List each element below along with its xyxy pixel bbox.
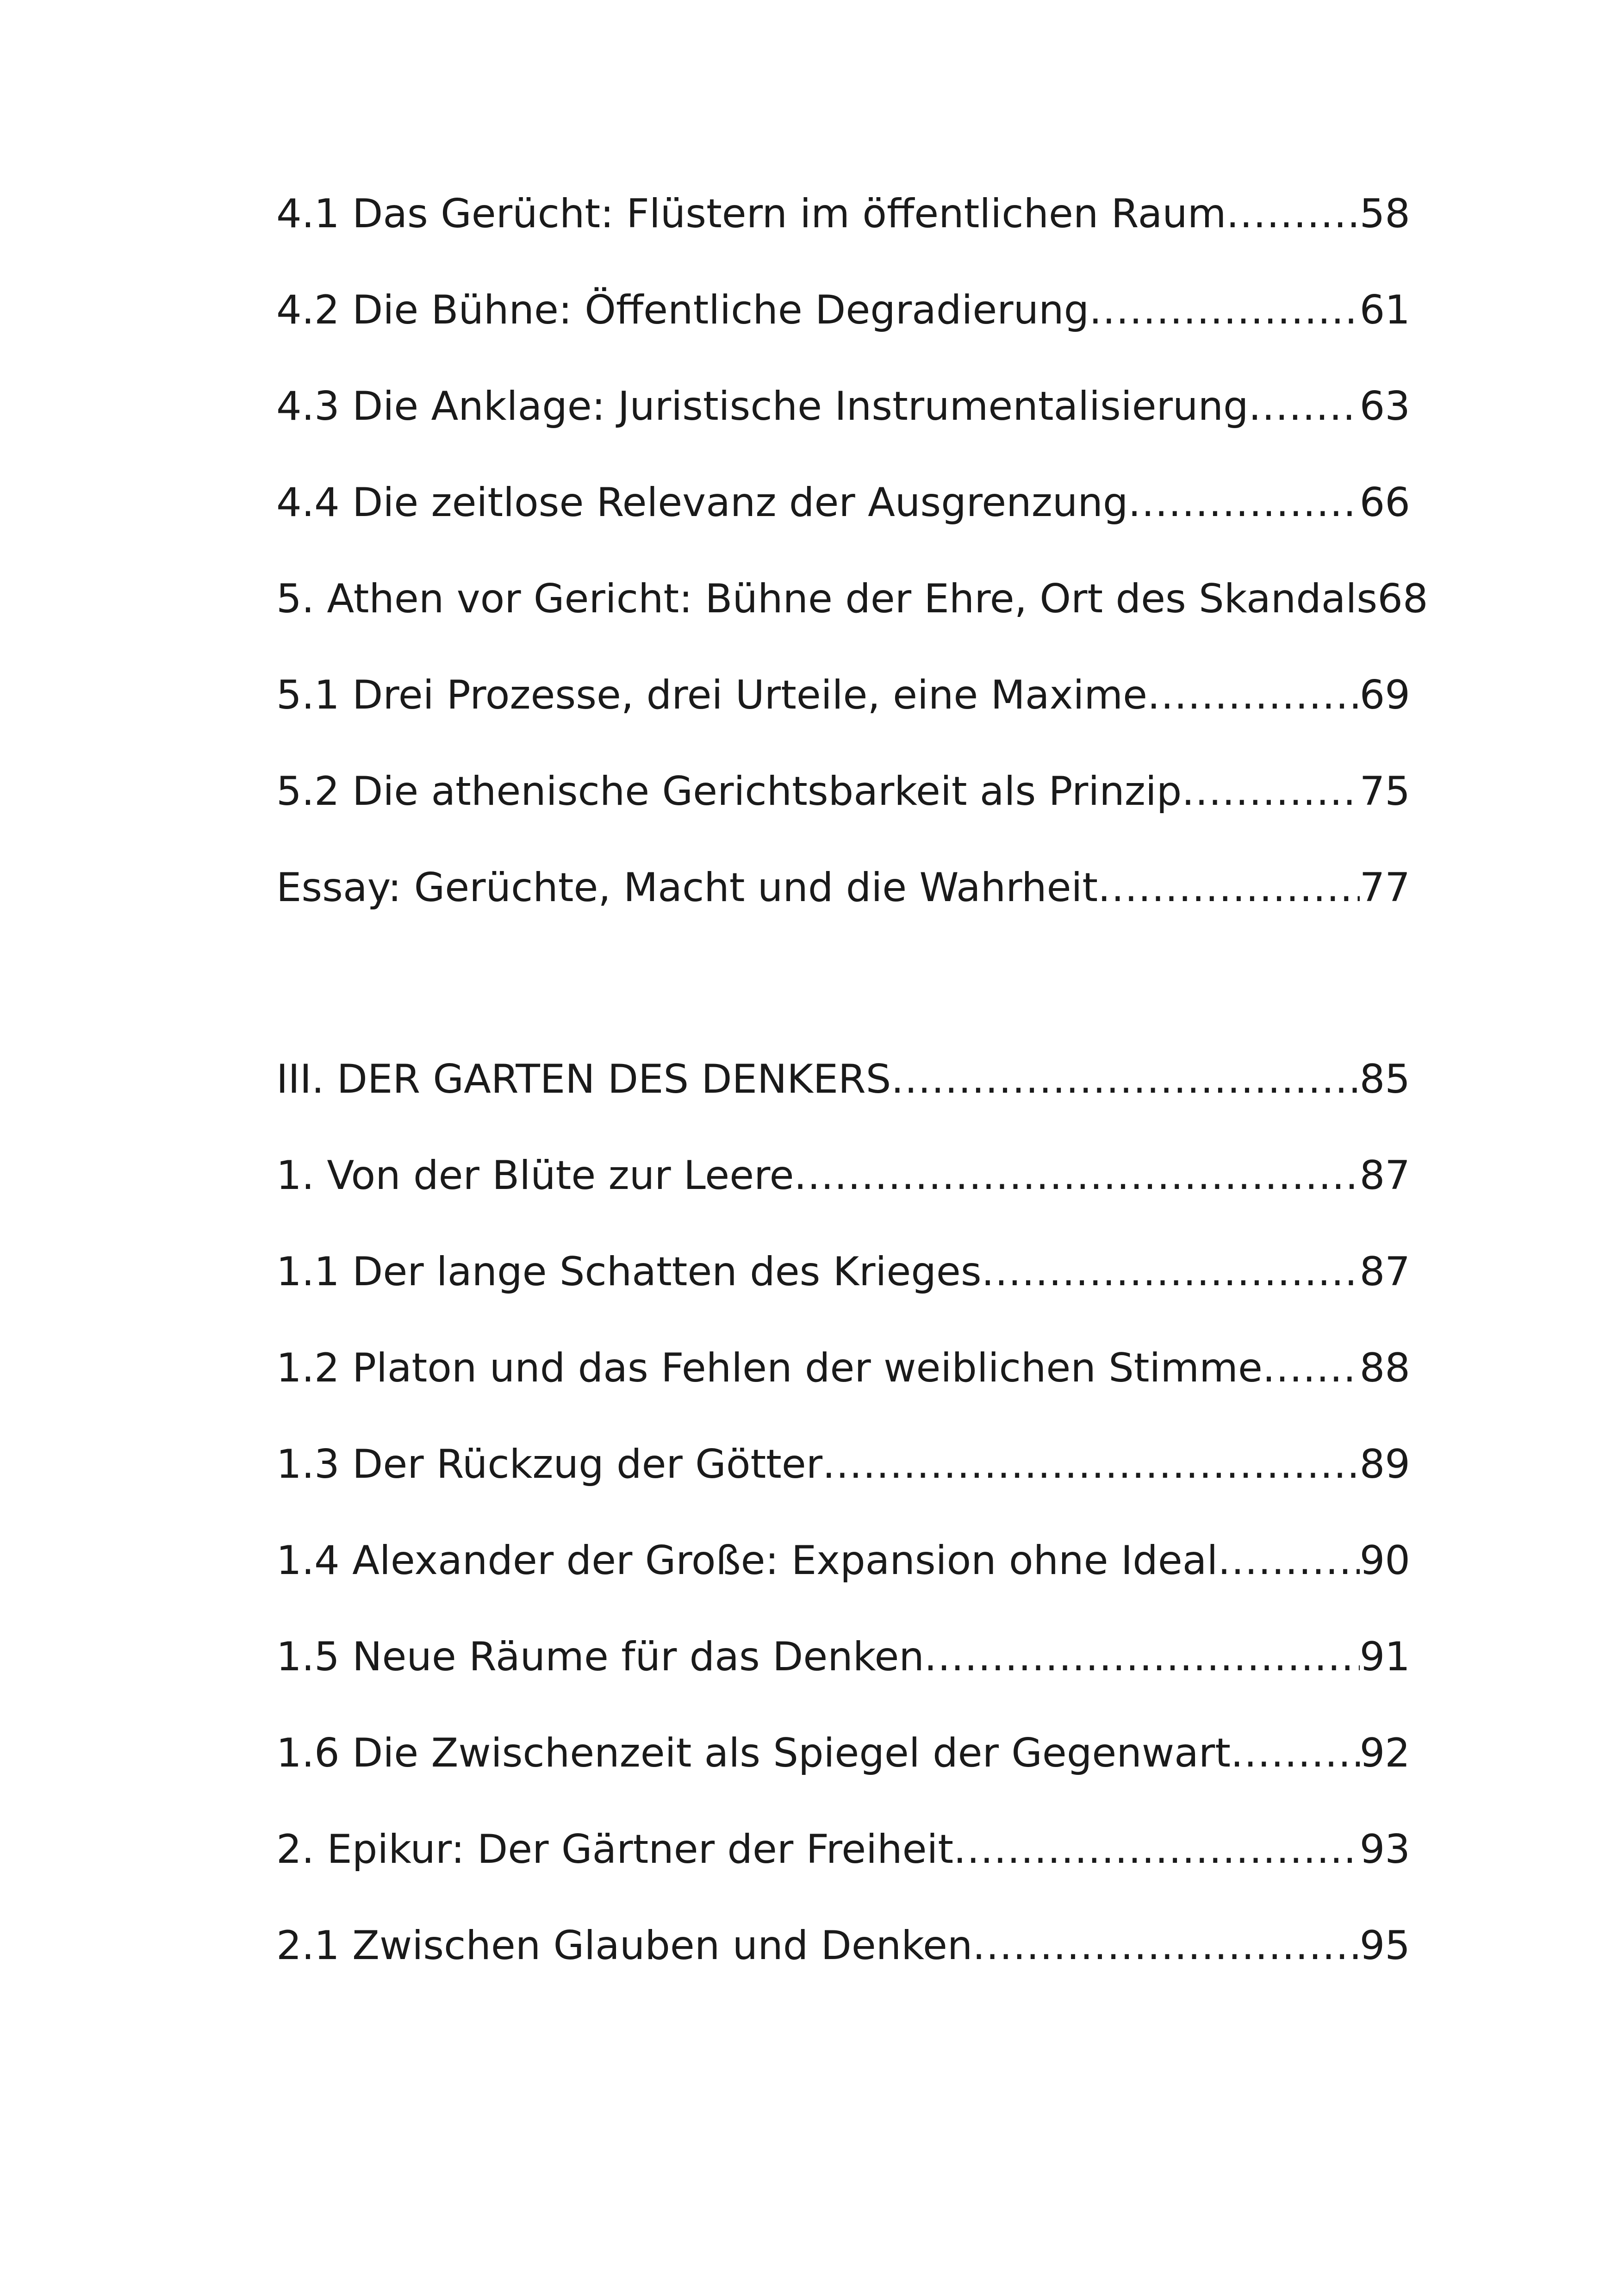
toc-dot-leader (1231, 1725, 1360, 1781)
toc-entry (276, 860, 1410, 956)
toc-entry-title: 1.3 Der Rückzug der Götter (276, 1441, 823, 1487)
toc-group-chapter-continuation (276, 186, 1428, 956)
toc-page-number: 63 (1359, 383, 1410, 429)
toc-entry (276, 1822, 1410, 1918)
toc-entry (276, 186, 1410, 282)
toc-group-part-three (276, 1052, 1410, 2014)
toc-page-number: 61 (1359, 287, 1410, 333)
toc-entry-title: III. DER GARTEN DES DENKERS (276, 1056, 891, 1102)
toc-dot-leader (1147, 667, 1360, 723)
toc-entry (276, 475, 1410, 571)
toc-page-number: 75 (1359, 768, 1410, 815)
toc-dot-leader (953, 1822, 1359, 1877)
toc-dot-leader (1128, 475, 1359, 530)
toc-entry-title: 1.6 Die Zwischenzeit als Spiegel der Gegenwart (276, 1730, 1231, 1776)
toc-dot-leader (924, 1629, 1360, 1685)
toc-entry (276, 282, 1410, 379)
toc-page-number: 88 (1359, 1345, 1410, 1391)
toc-dot-leader (1089, 282, 1359, 338)
toc-entry-title: 4.1 Das Gerücht: Flüstern im öffentlichen Raum (276, 191, 1226, 237)
toc-entry (276, 1918, 1410, 2014)
toc-entry (276, 667, 1410, 764)
toc-dot-leader (972, 1918, 1359, 1973)
toc-page-number: 93 (1359, 1826, 1410, 1873)
toc-page-number: 87 (1359, 1249, 1410, 1295)
toc-page-number: 89 (1359, 1441, 1410, 1487)
toc-page-number: 69 (1359, 672, 1410, 718)
toc-dot-leader (794, 1148, 1360, 1203)
toc-entry (276, 1052, 1410, 1148)
toc-entry (276, 379, 1410, 475)
toc-entry-title: 4.2 Die Bühne: Öffentliche Degradierung (276, 287, 1089, 333)
toc-page-number: 66 (1359, 479, 1410, 526)
toc-dot-leader (1226, 186, 1360, 242)
toc-entry (276, 1148, 1410, 1244)
toc-entry (276, 1725, 1410, 1822)
toc-entry (276, 1244, 1410, 1340)
toc-page-number: 90 (1359, 1537, 1410, 1584)
toc-entry-title: 5.2 Die athenische Gerichtsbarkeit als Prinzip (276, 768, 1182, 815)
toc-entry (276, 764, 1410, 860)
toc-dot-leader (822, 1437, 1359, 1492)
toc-page-number: 95 (1359, 1923, 1410, 1969)
toc-page-number: 58 (1359, 191, 1410, 237)
toc-dot-leader (1218, 1533, 1359, 1588)
toc-dot-leader (982, 1244, 1360, 1300)
toc-dot-leader (1263, 1340, 1360, 1396)
toc-entry-title: 1.4 Alexander der Große: Expansion ohne Ideal (276, 1537, 1218, 1584)
toc-page-number: 87 (1359, 1152, 1410, 1199)
toc-entry (276, 1340, 1410, 1437)
toc-page-number: 91 (1359, 1634, 1410, 1680)
table-of-contents (276, 186, 1428, 2014)
toc-entry-title: 4.3 Die Anklage: Juristische Instrumentalisierung (276, 383, 1249, 429)
toc-entry-title: 1.2 Platon und das Fehlen der weiblichen Stimme (276, 1345, 1263, 1391)
toc-entry (276, 1629, 1410, 1725)
toc-entry-title: 1.1 Der lange Schatten des Krieges (276, 1249, 982, 1295)
toc-entry-title: 4.4 Die zeitlose Relevanz der Ausgrenzung (276, 479, 1128, 526)
toc-entry-title: Essay: Gerüchte, Macht und die Wahrheit (276, 865, 1098, 911)
toc-entry-title: 5.1 Drei Prozesse, drei Urteile, eine Maxime (276, 672, 1148, 718)
toc-entry-title: 1.5 Neue Räume für das Denken (276, 1634, 924, 1680)
toc-dot-leader (1249, 379, 1360, 434)
toc-entry-title: 5. Athen vor Gericht: Bühne der Ehre, Ort des Skandals (276, 576, 1378, 622)
toc-entry (276, 571, 1428, 667)
toc-entry (276, 1437, 1410, 1533)
toc-page-number: 68 (1377, 576, 1428, 622)
toc-page-number: 92 (1359, 1730, 1410, 1776)
toc-page-number: 77 (1359, 865, 1410, 911)
toc-dot-leader (891, 1052, 1359, 1107)
toc-page-number: 85 (1359, 1056, 1410, 1102)
toc-entry-title: 2. Epikur: Der Gärtner der Freiheit (276, 1826, 954, 1873)
toc-dot-leader (1098, 860, 1359, 915)
toc-entry-title: 1. Von der Blüte zur Leere (276, 1152, 794, 1199)
toc-entry-title: 2.1 Zwischen Glauben und Denken (276, 1923, 973, 1969)
toc-dot-leader (1182, 764, 1359, 819)
toc-entry (276, 1533, 1410, 1629)
